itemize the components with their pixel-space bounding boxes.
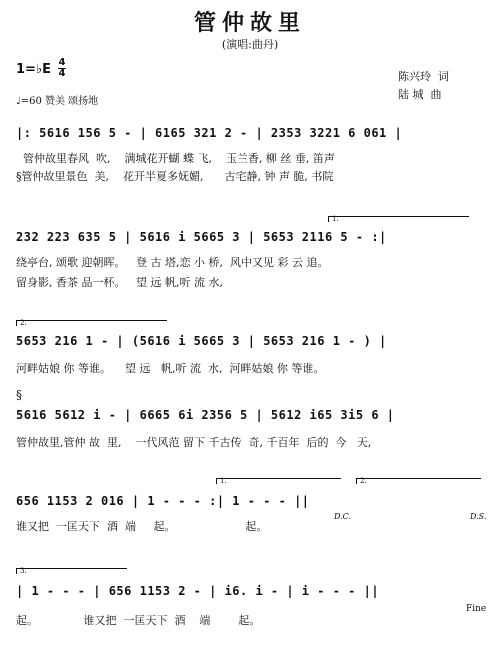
notation-line-5: 656 1153 2 016 | 1 - - - :| 1 - - - || [16, 494, 310, 508]
song-title: 管仲故里 [193, 11, 306, 36]
lyric-line-5: 谁又把 一匡天下 酒 端 起。 起。 [16, 520, 268, 533]
first-ending-bracket [328, 216, 469, 222]
lyric-line-2a: 绕亭台, 颂歌 迎朝晖。 登 古 塔,恋 小 桥, 风中又见 彩 云 追。 [16, 256, 329, 269]
composer-credit: 陆 城 曲 [398, 88, 442, 101]
second-ending-bracket [16, 320, 167, 326]
first-ending-bracket-2: 1. [216, 478, 341, 484]
lyric-line-3: 河畔姑娘 你 等谁。 望 远 帆,听 流 水, 河畔姑娘 你 等谁。 [16, 362, 325, 375]
ds-mark: D.S. [470, 512, 487, 521]
volta-2-label: 2. [20, 319, 27, 327]
lyric-line-1a: 管仲故里春风 吹, 满城花开蝴 蝶 飞, 玉兰香, 柳 丝 垂, 笛声 [16, 152, 335, 165]
meter-top: 4 [58, 57, 66, 68]
time-signature [58, 58, 66, 79]
lyric-line-6: 起。 谁又把 一匡天下 酒 端 起。 [16, 614, 261, 627]
meter-bottom: 4 [58, 68, 66, 79]
lyric-line-1b: §管仲故里景色 美, 花开半夏多妩媚, 古宅静, 钟 声 脆, 书院 [16, 170, 334, 183]
notation-line-3: 5653 216 1 - | (5616 i 5665 3 | 5653 216 1 - ) | [16, 334, 387, 348]
dc-mark: D.C. [334, 512, 352, 521]
notation-line-2: 232 223 635 5 | 5616 i 5665 3 | 5653 2116 5 - :| [16, 230, 387, 244]
performer-credit: (演唱:曲丹) [221, 38, 279, 51]
notation-line-6: | 1 - - - | 656 1153 2 - | i6. i - | i - - - || [16, 584, 380, 598]
notation-line-4: 5616 5612 i - | 6665 6i 2356 5 | 5612 i65 3i5 6 | [16, 408, 395, 422]
tempo-marking: ♩=60 赞美 颂扬地 [16, 96, 99, 107]
segno-icon: § [16, 388, 22, 402]
lyric-line-4: 管仲故里,管仲 故 里, 一代风范 留下 千古传 奇, 千百年 后的 今 天, [16, 436, 372, 449]
third-ending-bracket: 3. [16, 568, 127, 574]
lyric-line-2b: 留身影, 香茶 品一杯。 望 远 帆,听 流 水, [16, 276, 223, 289]
lyricist-credit: 陈兴玲 词 [398, 70, 449, 83]
notation-line-1: |: 5616 156 5 - | 6165 321 2 - | 2353 3221 6 061 | [16, 126, 403, 140]
volta-1-label: 1. [332, 215, 339, 223]
fine-mark: Fine [466, 604, 487, 614]
key-signature: 1=♭E [16, 62, 51, 77]
second-ending-bracket-2: 2. [356, 478, 481, 484]
